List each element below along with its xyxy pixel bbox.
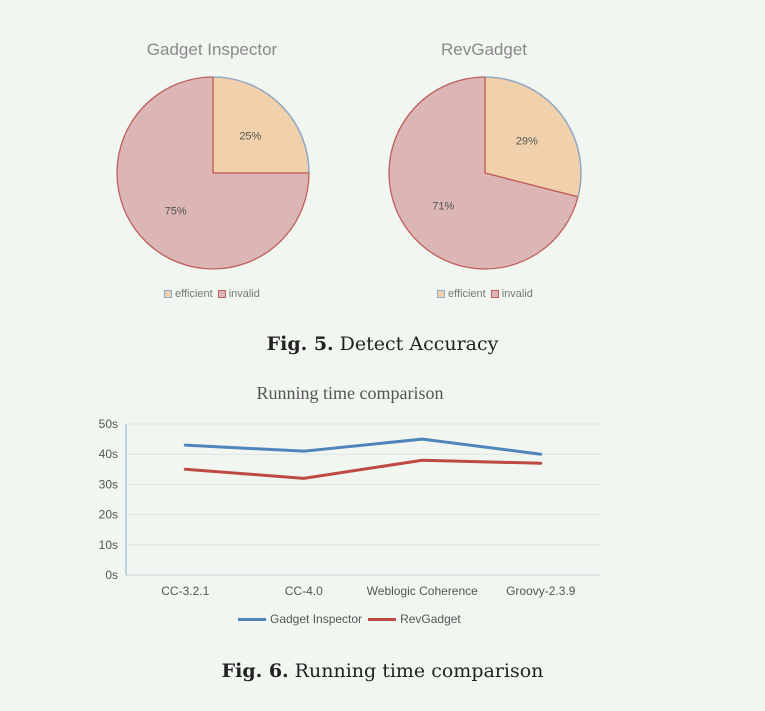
line-chart-running-time (80, 410, 620, 605)
y-tick-label: 50s (98, 417, 118, 431)
legend-swatch-invalid (218, 290, 226, 298)
legend-label-efficient: efficient (175, 288, 213, 300)
figure-5-label: Fig. 5. (266, 333, 334, 355)
line-chart-legend (238, 612, 461, 626)
y-tick-label: 40s (98, 447, 118, 462)
pie-chart-gadget-inspector (110, 70, 316, 276)
figure-5-caption (0, 333, 765, 355)
figure-6-text: Running time comparison (294, 660, 544, 682)
pie-legend-revgadget (437, 288, 533, 300)
legend-swatch-efficient (164, 290, 172, 298)
pie-label-efficient: 25% (239, 130, 262, 143)
legend-label-revgadget: RevGadget (400, 612, 461, 626)
pie-title-gadget-inspector: Gadget Inspector (146, 40, 278, 59)
legend-swatch-invalid (491, 290, 499, 298)
y-tick-label: 30s (98, 477, 118, 492)
pie-chart-revgadget (382, 70, 588, 276)
line-chart-title: Running time comparison (256, 383, 444, 403)
x-tick-label: CC-3.2.1 (161, 584, 210, 598)
y-tick-label: 0s (105, 568, 118, 582)
pie-title-revgadget: RevGadget (441, 40, 527, 59)
figure-6-caption (0, 660, 765, 682)
x-tick-label: Groovy-2.3.9 (506, 584, 576, 598)
legend-label-efficient: efficient (448, 288, 486, 300)
y-tick-label: 20s (98, 507, 118, 522)
figure-5-text: Detect Accuracy (339, 333, 499, 355)
pie-label-efficient: 29% (515, 135, 538, 148)
series-line-gadget-inspector (185, 439, 541, 454)
legend-swatch-efficient (437, 290, 445, 298)
legend-label-gadget-inspector: Gadget Inspector (270, 612, 363, 626)
x-tick-label: CC-4.0 (284, 584, 323, 598)
legend-line-revgadget (368, 618, 396, 621)
series-line-revgadget (185, 460, 541, 478)
legend-label-invalid: invalid (501, 288, 533, 300)
x-tick-label: Weblogic Coherence (366, 584, 478, 598)
pie-label-invalid: 71% (432, 200, 455, 213)
y-tick-label: 10s (98, 537, 118, 552)
legend-label-invalid: invalid (228, 288, 260, 300)
pie-slice-efficient (213, 77, 309, 173)
legend-line-gadget-inspector (238, 618, 266, 621)
pie-label-invalid: 75% (164, 205, 187, 218)
pie-legend-gadget-inspector (164, 288, 260, 300)
figure-6-label: Fig. 6. (221, 660, 289, 682)
